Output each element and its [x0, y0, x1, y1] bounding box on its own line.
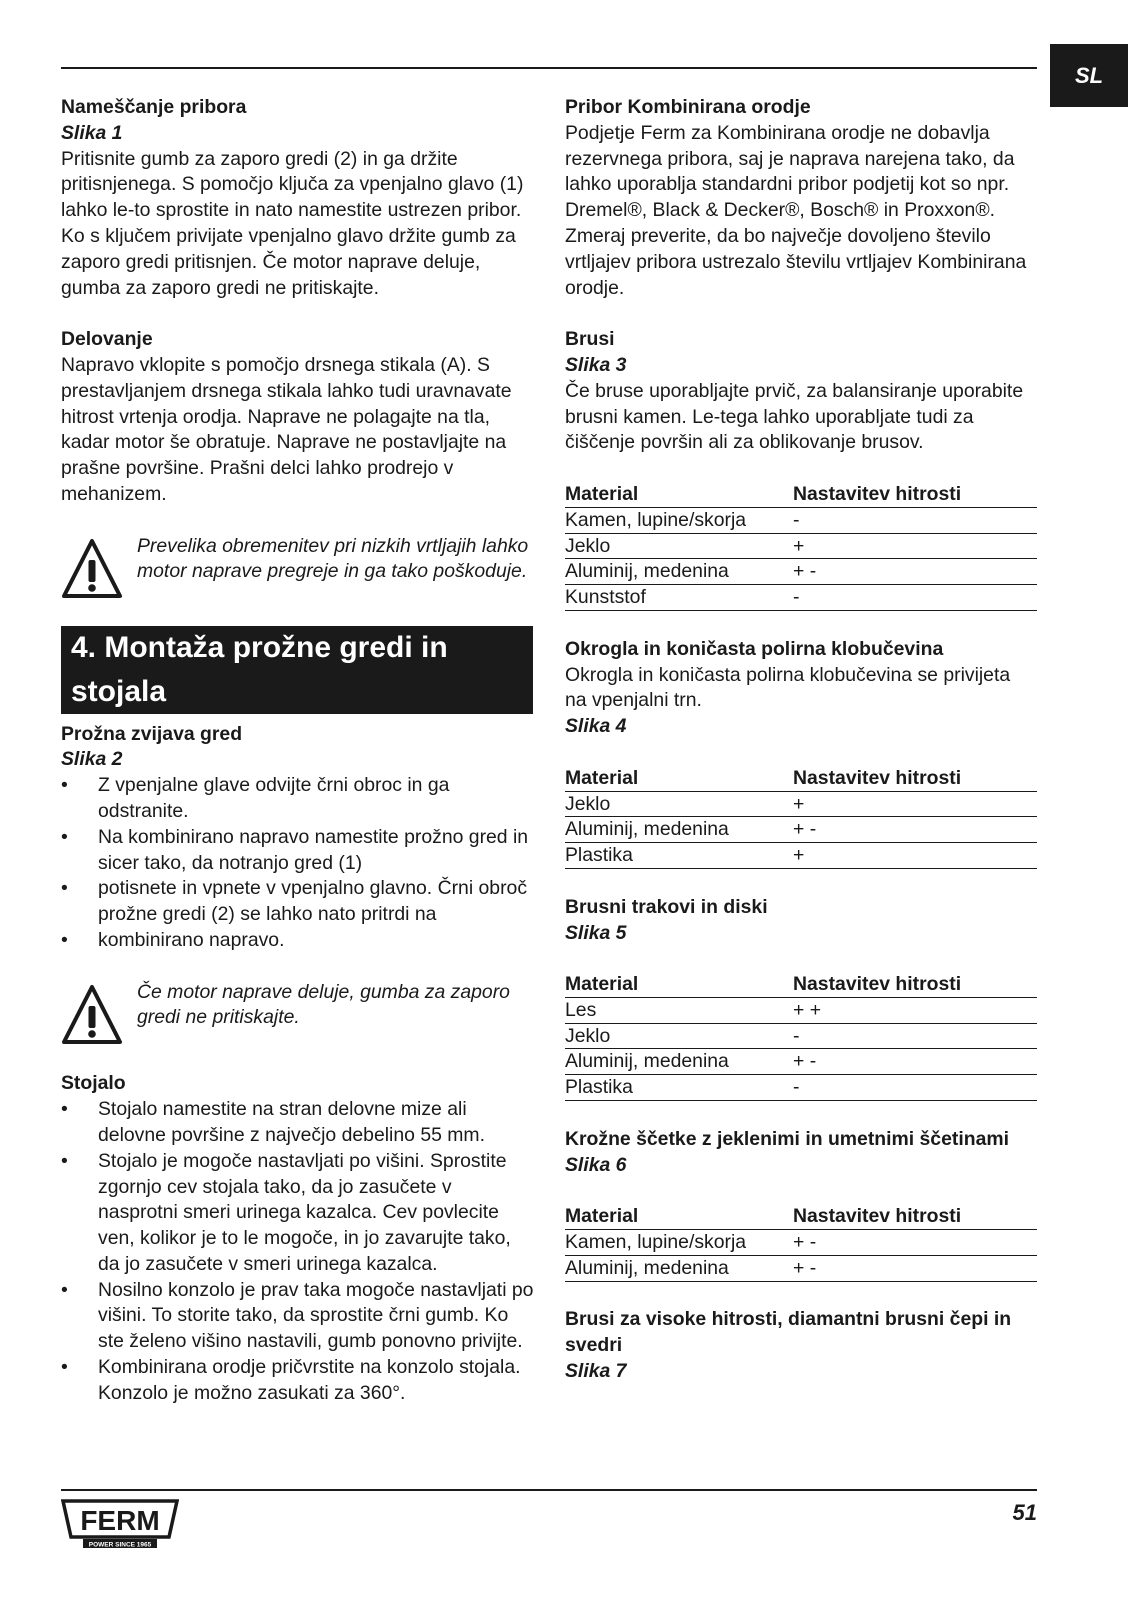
figure-ref: Slika 2 [61, 748, 123, 771]
table-row [565, 1024, 1037, 1050]
section-heading-accessories-ferm: Pribor Kombinirana orodje [565, 96, 811, 118]
cell-material: Aluminij, medenina [565, 1050, 729, 1073]
cell-speed: - [793, 586, 800, 609]
cell-speed: + - [793, 818, 817, 841]
speed-table [565, 482, 1037, 611]
table-header [565, 972, 1037, 998]
cell-material: Kamen, lupine/skorja [565, 1231, 747, 1254]
left-column [61, 95, 534, 1407]
warning-text: Če motor naprave deluje, gumba za zaporo gredi ne pritiskajte. [137, 980, 510, 1029]
figure-ref: Slika 5 [565, 921, 627, 944]
table-row [565, 585, 1037, 611]
cell-speed: + - [793, 1050, 817, 1073]
cell-speed: + - [793, 1256, 817, 1279]
cell-speed: + [793, 534, 805, 557]
cell-material: Jeklo [565, 534, 611, 557]
flex-shaft-list [61, 773, 534, 954]
logo-tagline: POWER SINCE 1965 [88, 1541, 152, 1549]
section-heading-high-speed: Brusi za visoke hitrosti, diamantni brusni čepi in svedri [565, 1308, 1012, 1357]
list-item: • Stojalo namestite na stran delovne mize ali delovne površine z največjo debelino 55 mm. [61, 1097, 534, 1149]
section-heading-brushes: Krožne ščetke z jeklenimi in umetnimi ščetinami [565, 1127, 1009, 1150]
cell-speed: + - [793, 1231, 817, 1254]
paragraph-accessories-ferm: Podjetje Ferm za Kombinirana orodje ne dobavlja rezervnega pribora, saj je naprava narejena tako, da lahko uporablja standardni pribor podjetij kot so npr. Dremel®, Black & Decker®, Bosch® in Proxxon®. Zmeraj preverite, da bo največje dovoljeno število vrtljajev pribora ustrezalo številu vrtljajev Kombinirana orodje. [565, 121, 1027, 299]
figure-ref: Slika 3 [565, 353, 627, 376]
table-row [565, 1075, 1037, 1101]
cell-material: Plastika [565, 844, 633, 867]
cell-speed: + - [793, 560, 817, 583]
cell-material: Plastika [565, 1076, 633, 1099]
table-row [565, 817, 1037, 843]
section-heading-flex-shaft: Prožna zvijava gred [61, 722, 243, 745]
paragraph-accessories: Pritisnite gumb za zaporo gredi (2) in ga držite pritisnjenega. S pomočjo ključa za vpenjalno glavo (1) lahko le-to sprostite in nato namestite ustrezen pribor. Ko s ključem privijate vpenjalno glavo držite gumb za zaporo gredi pritisnjen. Če motor naprave deluje, gumba za zaporo gredi ne pritiskajte. [61, 147, 524, 299]
speed-table [565, 1204, 1037, 1281]
cell-material: Jeklo [565, 1024, 611, 1047]
cell-material: Aluminij, medenina [565, 1256, 729, 1279]
right-column [565, 95, 1037, 1385]
section-heading-sanding: Brusni trakovi in diski [565, 895, 768, 918]
language-tab: SL [1050, 44, 1128, 107]
cell-material: Les [565, 998, 597, 1021]
cell-speed: - [793, 1024, 800, 1047]
warning-block [61, 534, 534, 600]
table-row [565, 792, 1037, 818]
table-row [565, 1230, 1037, 1256]
col-speed: Nastavitev hitrosti [793, 482, 962, 505]
col-speed: Nastavitev hitrosti [793, 766, 962, 789]
paragraph-grinders: Če bruse uporabljajte prvič, za balansiranje uporabite brusni kamen. Le-tega lahko uporabljate tudi za čiščenje površin ali za oblikovanje brusov. [565, 379, 1024, 454]
speed-table [565, 766, 1037, 869]
cell-material: Kunststof [565, 586, 646, 609]
table-row [565, 559, 1037, 585]
logo-text: FERM [80, 1505, 160, 1536]
table-row [565, 998, 1037, 1024]
bottom-rule [61, 1489, 1037, 1491]
cell-speed: - [793, 508, 800, 531]
cell-speed: + [793, 844, 805, 867]
list-item: • Na kombinirano napravo namestite prožno gred in sicer tako, da notranjo gred (1) [61, 825, 534, 877]
col-material: Material [565, 973, 639, 996]
top-rule [61, 67, 1037, 69]
figure-ref: Slika 7 [565, 1360, 627, 1383]
cell-speed: - [793, 1076, 800, 1099]
col-speed: Nastavitev hitrosti [793, 973, 962, 996]
cell-material: Jeklo [565, 792, 611, 815]
table-header [565, 1204, 1037, 1230]
col-material: Material [565, 1205, 639, 1228]
cell-speed: + + [793, 998, 822, 1021]
paragraph-operation: Napravo vklopite s pomočjo drsnega stikala (A). S prestavljanjem drsnega stikala lahko tudi uravnavate hitrost vrtenja orodja. Naprave ne polagajte na tla, kadar motor še obratuje. Naprave ne postavljajte na prašne površine. Prašni delci lahko prodrejo v mehanizem. [61, 353, 512, 505]
cell-material: Kamen, lupine/skorja [565, 508, 747, 531]
warning-block [61, 980, 534, 1046]
section-heading-grinders: Brusi [565, 328, 615, 351]
page-number: 51 [1012, 1500, 1037, 1525]
list-item: • Nosilno konzolo je prav taka mogoče nastavljati po višini. To storite tako, da sprostite črni gumb. Ko ste želeno višino nastavili, gumb ponovno privijte. [61, 1278, 534, 1355]
list-item: • Z vpenjalne glave odvijte črni obroc in ga odstranite. [61, 773, 534, 825]
table-row [565, 508, 1037, 534]
cell-material: Aluminij, medenina [565, 818, 729, 841]
table-row [565, 1256, 1037, 1282]
figure-ref: Slika 4 [565, 715, 627, 738]
col-speed: Nastavitev hitrosti [793, 1205, 962, 1228]
cell-speed: + [793, 792, 805, 815]
cell-material: Aluminij, medenina [565, 560, 729, 583]
speed-table [565, 972, 1037, 1101]
table-row [565, 843, 1037, 869]
list-item: • potisnete in vpnete v vpenjalno glavno. Črni obroč prožne gredi (2) se lahko nato pritrdi na [61, 876, 534, 928]
col-material: Material [565, 482, 639, 505]
section-heading-polishing: Okrogla in koničasta polirna klobučevina [565, 637, 944, 660]
warning-icon [61, 538, 123, 600]
paragraph-polishing: Okrogla in koničasta polirna klobučevina se privijeta na vpenjalni trn. [565, 663, 1011, 712]
figure-ref: Slika 6 [565, 1153, 627, 1176]
section-heading-stand: Stojalo [61, 1072, 126, 1095]
ferm-logo [61, 1497, 179, 1554]
table-header [565, 766, 1037, 792]
list-item: • Kombinirana orodje pričvrstite na konzolo stojala. Konzolo je možno zasukati za 360°. [61, 1355, 534, 1407]
table-row [565, 534, 1037, 560]
stand-list [61, 1097, 534, 1407]
table-row [565, 1049, 1037, 1075]
chapter-heading: 4. Montaža prožne gredi in stojala [61, 626, 533, 714]
warning-icon [61, 984, 123, 1046]
section-heading-operation: Delovanje [61, 328, 153, 351]
list-item: • Stojalo je mogoče nastavljati po višini. Sprostite zgornjo cev stojala tako, da jo zasučete v nasprotni smeri urinega kazalca. Cev povlecite ven, kolikor je to le mogoče, in jo zavarujte tako, da jo zasučete v smeri urinega kazalca. [61, 1149, 534, 1278]
section-heading-accessories: Nameščanje pribora [61, 96, 247, 118]
table-header [565, 482, 1037, 508]
warning-text: Prevelika obremenitev pri nizkih vrtljajih lahko motor naprave pregreje in ga tako poškoduje. [137, 534, 529, 583]
figure-ref: Slika 1 [61, 121, 123, 144]
col-material: Material [565, 766, 639, 789]
list-item: • kombinirano napravo. [61, 928, 534, 954]
